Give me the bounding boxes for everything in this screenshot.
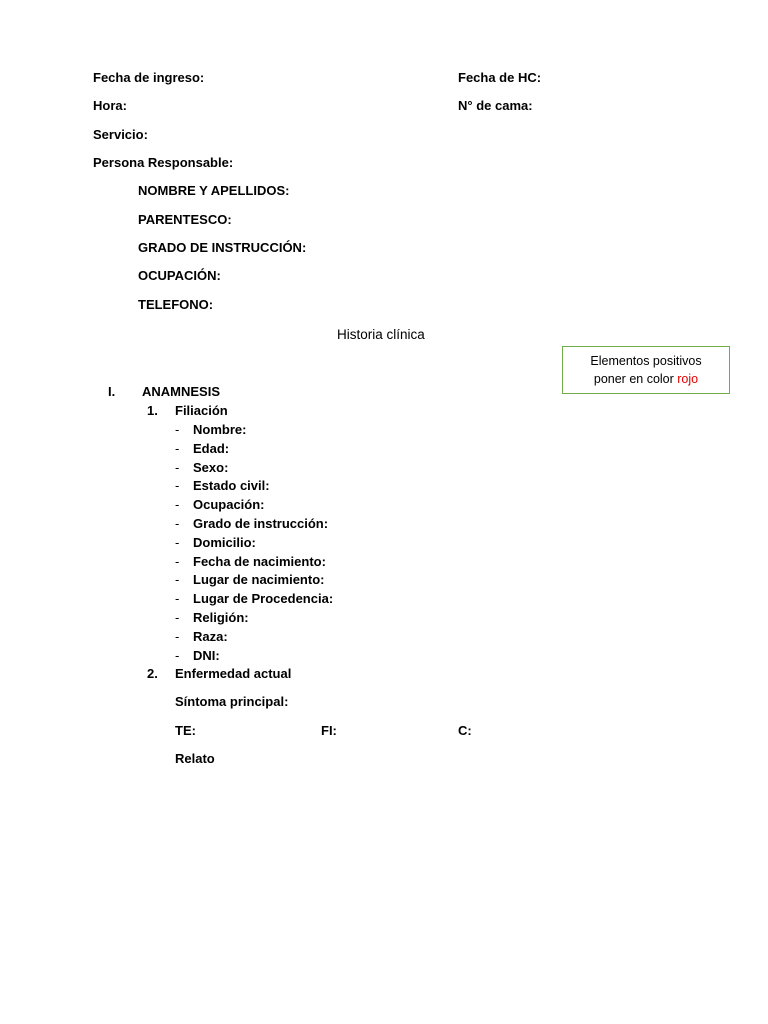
list-item-dash: - [175, 610, 180, 625]
page-title: Historia clínica [337, 327, 425, 342]
list-item: Grado de instrucción: [193, 516, 329, 531]
note-red-word: rojo [677, 372, 699, 386]
list-item-dash: - [175, 460, 180, 475]
list-item-dash: - [175, 441, 180, 456]
grado-instruccion-label: GRADO DE INSTRUCCIÓN: [138, 240, 307, 255]
section-anamnesis: ANAMNESIS [142, 384, 221, 399]
list-item: DNI: [193, 648, 220, 663]
note-line-1: Elementos positivos [590, 354, 702, 368]
c-label: C: [458, 723, 472, 738]
fi-label: FI: [321, 723, 337, 738]
list-item-dash: - [175, 535, 180, 550]
cama-label: N° de cama: [458, 98, 533, 113]
list-item: Lugar de Procedencia: [193, 591, 334, 606]
nombre-apellidos-label: NOMBRE Y APELLIDOS: [138, 183, 290, 198]
list-item: Lugar de nacimiento: [193, 572, 325, 587]
list-item: Domicilio: [193, 535, 256, 550]
list-item: Raza: [193, 629, 228, 644]
list-item: Edad: [193, 441, 230, 456]
list-item-dash: - [175, 591, 180, 606]
enfermedad-label: Enfermedad actual [175, 666, 292, 681]
list-item-dash: - [175, 422, 180, 437]
list-item: Ocupación: [193, 497, 265, 512]
servicio-label: Servicio: [93, 127, 148, 142]
fecha-ingreso-label: Fecha de ingreso: [93, 70, 205, 85]
list-item-dash: - [175, 497, 180, 512]
list-item: Fecha de nacimiento: [193, 554, 326, 569]
note-line-2-prefix: poner en color [593, 372, 678, 386]
list-item-dash: - [175, 478, 180, 493]
section-numeral: I. [108, 384, 116, 399]
persona-responsable-label: Persona Responsable: [93, 155, 234, 170]
ocupacion-label: OCUPACIÓN: [138, 268, 221, 283]
te-label: TE: [175, 723, 196, 738]
list-item-dash: - [175, 629, 180, 644]
list-item-dash: - [175, 648, 180, 663]
list-item-dash: - [175, 572, 180, 587]
sintoma-principal-label: Síntoma principal: [175, 694, 289, 709]
list-item: Religión: [193, 610, 249, 625]
telefono-label: TELEFONO: [138, 297, 214, 312]
hora-label: Hora: [93, 98, 127, 113]
note-box [562, 346, 730, 394]
list-item-dash: - [175, 554, 180, 569]
filiacion-number: 1. [147, 403, 158, 418]
enfermedad-number: 2. [147, 666, 158, 681]
parentesco-label: PARENTESCO: [138, 212, 232, 227]
fecha-hc-label: Fecha de HC: [458, 70, 542, 85]
list-item: Nombre: [193, 422, 247, 437]
list-item: Estado civil: [193, 478, 270, 493]
relato-label: Relato [175, 751, 215, 766]
list-item-dash: - [175, 516, 180, 531]
note-line-2 [563, 370, 729, 388]
filiacion-label: Filiación [175, 403, 228, 418]
list-item: Sexo: [193, 460, 229, 475]
